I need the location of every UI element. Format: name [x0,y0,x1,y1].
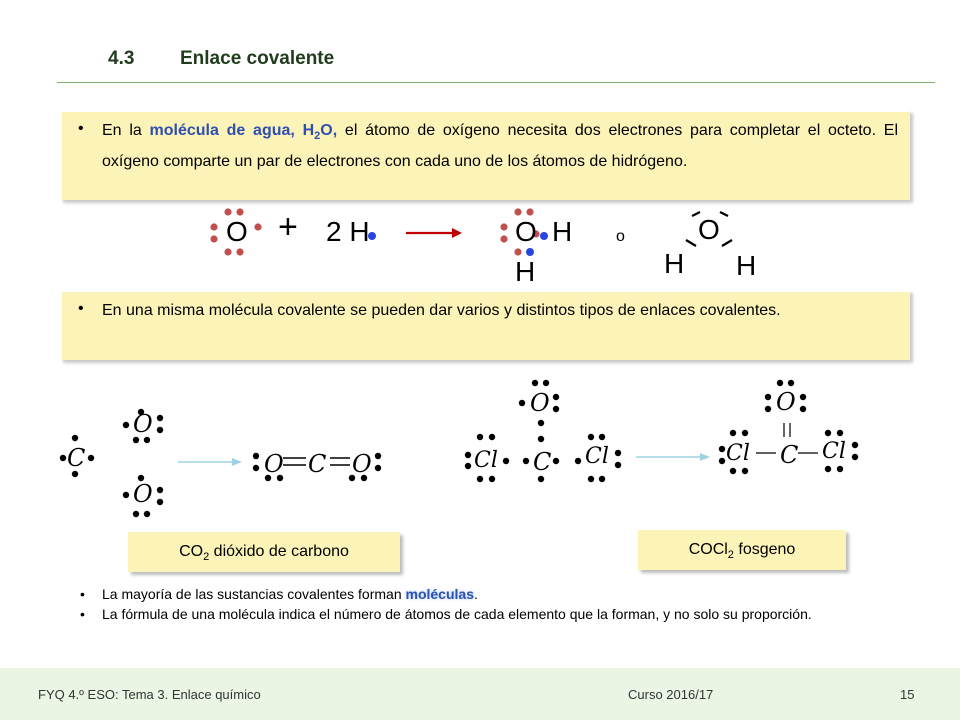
bond-types-text: En una misma molécula covalente se pueden dar varios y distintos tipos de enlaces covalentes. [102,302,781,319]
water-explanation-box [60,110,910,200]
molecules-highlight: moléculas [405,586,474,602]
phosgene-chlorine-right: Cl [585,444,609,469]
notes-list [80,584,900,624]
section-number: 4.3 [108,48,135,69]
bullet: • [78,120,84,137]
phosgene-chlorine-right-bonded: Cl [822,439,846,464]
bullet: • [78,300,84,317]
co2-oxygen-right: O [352,450,372,478]
co2-oxygen-left: O [264,450,284,478]
or-text: o [616,228,625,245]
oxygen-atom: O [226,216,248,247]
water-hydrogen-bottom: H [515,256,536,287]
co2-carbon-middle: C [308,450,327,478]
phosgene-oxygen: O [530,389,550,417]
water-molecule-highlight: molécula de agua, $H_2O$, [149,122,338,143]
co2-lewis-diagram [50,390,400,530]
co2-carbon: C [67,444,86,472]
phosgene-carbon: C [533,448,552,476]
list-item: • La mayoría de las sustancias covalentes forman moléculas. [80,586,478,602]
plus-sign: + [278,208,298,246]
co2-oxygen-top: O [133,410,153,438]
structural-oxygen: O [698,214,720,245]
footer-course-info: FYQ 4.º ESO: Tema 3. Enlace químico [38,687,261,702]
co2-oxygen-bottom: O [133,480,153,508]
water-explanation-text: En la molécula de agua, $H_2O$, el átomo de oxígeno necesita dos electrones para completar el octeto. El oxígeno comparte un par de electrones con cada uno de los átomos de hidrógeno. [102,122,898,171]
title-divider [57,82,935,83]
phosgene-oxygen-bonded: O [776,388,796,416]
phosgene-chlorine-left: Cl [474,448,498,473]
page-title: Enlace covalente [180,48,335,69]
list-item: • La fórmula de una molécula indica el número de átomos de cada elemento que la forman, y no solo su proporción. [80,606,812,622]
cocl2-label: COCl$_2$ fosgeno [638,530,846,570]
bond-types-box [60,290,910,360]
phosgene-chlorine-left-bonded: Cl [726,441,750,466]
water-oxygen: O [515,216,537,247]
footer-year: Curso 2016/17 [628,687,714,702]
phosgene-carbon-bonded: C [780,441,799,469]
structural-hydrogen-right: H [736,250,757,281]
water-hydrogen-right: H [552,216,573,247]
cocl2-lewis-diagram [450,375,870,485]
structural-hydrogen-left: H [664,248,685,279]
hydrogen-atoms: 2 H [326,216,370,247]
co2-label: $CO_2$ dióxido de carbono [128,532,400,572]
page-number: 15 [900,687,915,702]
